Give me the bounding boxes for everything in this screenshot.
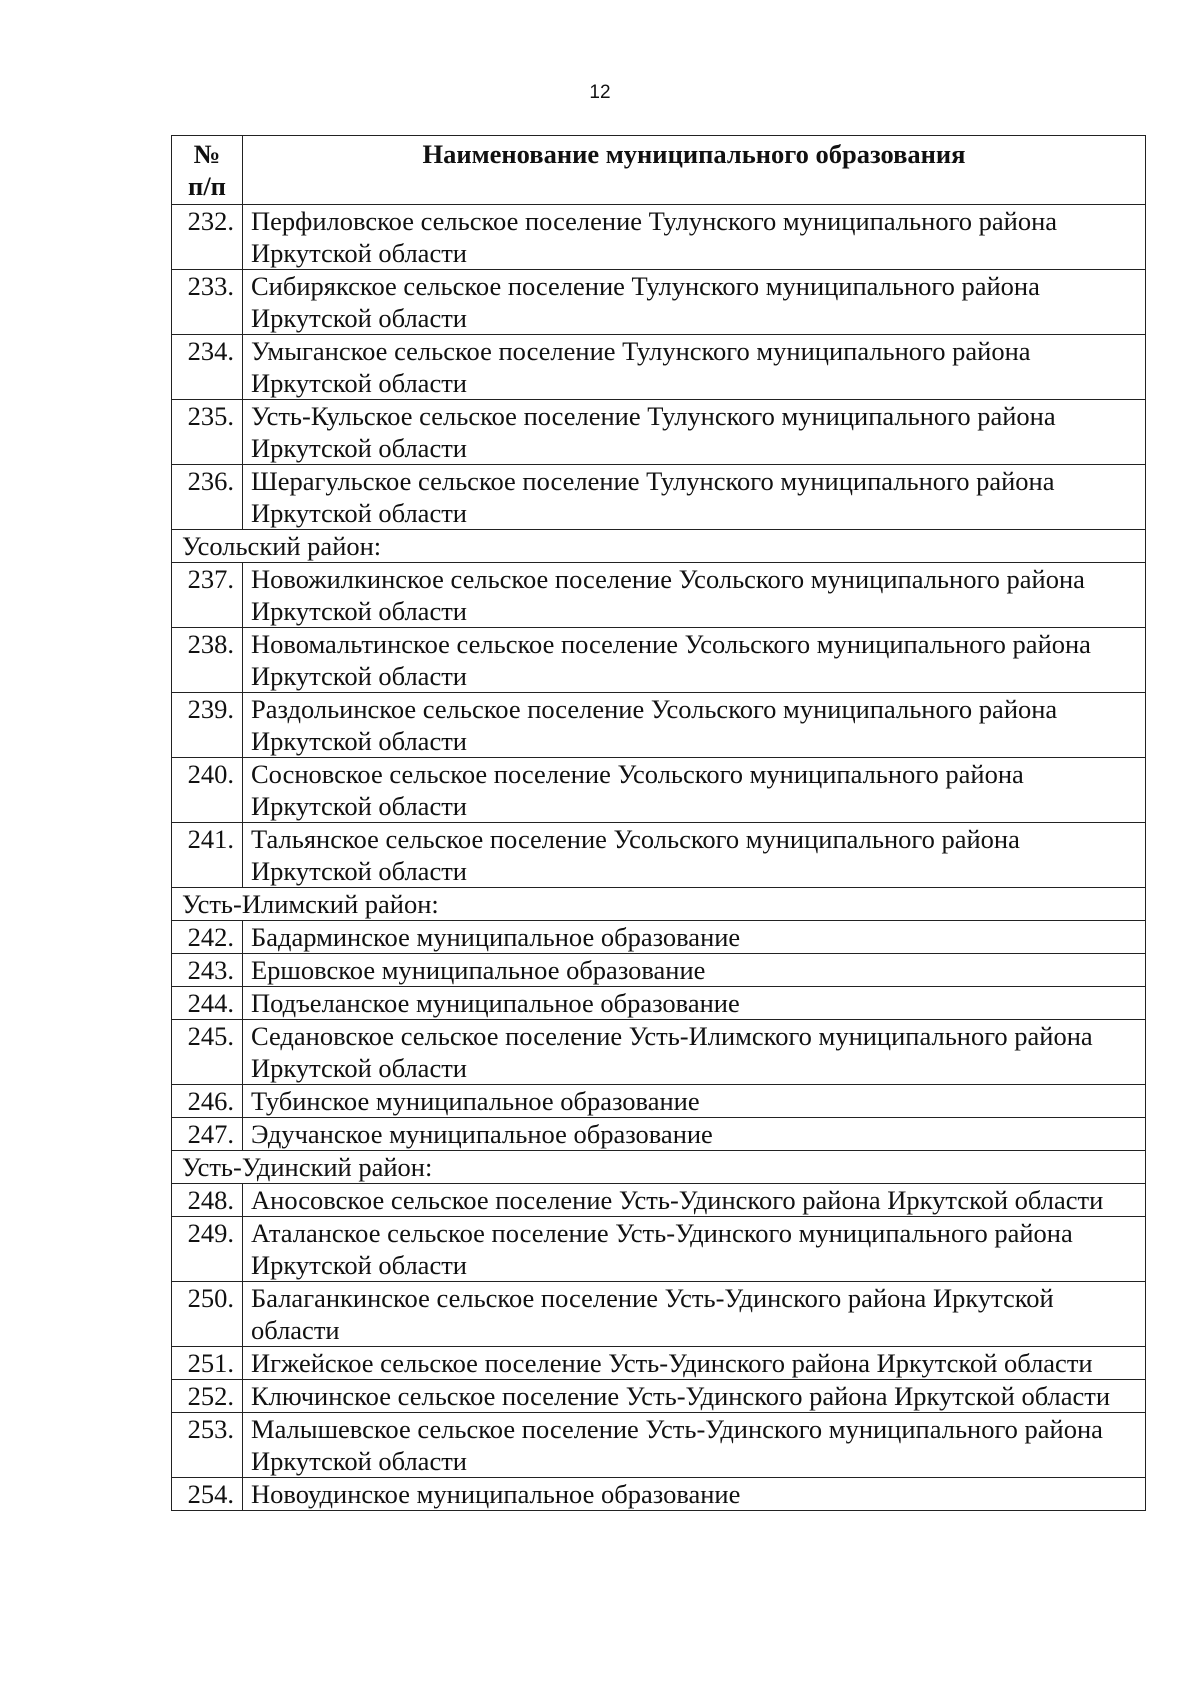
table-header (172, 136, 1146, 205)
table-row (172, 1085, 1146, 1118)
municipality-name: Малышевское сельское поселение Усть-Удинского муниципального района Иркутской области (243, 1413, 1146, 1478)
row-number: 250. (172, 1282, 243, 1347)
table-body (172, 205, 1146, 1511)
row-number: 241. (172, 823, 243, 888)
row-number: 240. (172, 758, 243, 823)
row-number: 236. (172, 465, 243, 530)
section-label: Усольский район: (172, 530, 1146, 563)
page-number: 12 (589, 82, 611, 103)
municipality-name: Ершовское муниципальное образование (243, 954, 1146, 987)
municipality-name: Тубинское муниципальное образование (243, 1085, 1146, 1118)
municipalities-table (171, 135, 1146, 1511)
row-number: 253. (172, 1413, 243, 1478)
table-row (172, 1118, 1146, 1151)
municipality-name: Усть-Кульское сельское поселение Тулунского муниципального района Иркутской области (243, 400, 1146, 465)
municipality-name: Аталанское сельское поселение Усть-Удинского муниципального района Иркутской области (243, 1217, 1146, 1282)
row-number: 235. (172, 400, 243, 465)
table-row (172, 1347, 1146, 1380)
table-row (172, 954, 1146, 987)
row-number: 249. (172, 1217, 243, 1282)
municipality-name: Тальянское сельское поселение Усольского муниципального района Иркутской области (243, 823, 1146, 888)
row-number: 251. (172, 1347, 243, 1380)
header-name-column: Наименование муниципального образования (243, 136, 1146, 205)
header-row (172, 136, 1146, 205)
table-row (172, 628, 1146, 693)
row-number: 244. (172, 987, 243, 1020)
table-row (172, 205, 1146, 270)
row-number: 248. (172, 1184, 243, 1217)
section-row (172, 1151, 1146, 1184)
municipality-name: Умыганское сельское поселение Тулунского муниципального района Иркутской области (243, 335, 1146, 400)
section-row (172, 888, 1146, 921)
row-number: 252. (172, 1380, 243, 1413)
table-row (172, 921, 1146, 954)
table-row (172, 270, 1146, 335)
row-number: 242. (172, 921, 243, 954)
municipality-name: Перфиловское сельское поселение Тулунского муниципального района Иркутской области (243, 205, 1146, 270)
municipality-name: Бадарминское муниципальное образование (243, 921, 1146, 954)
table-row (172, 400, 1146, 465)
header-number-column: № п/п (172, 136, 243, 205)
table-row (172, 987, 1146, 1020)
row-number: 246. (172, 1085, 243, 1118)
row-number: 238. (172, 628, 243, 693)
table-row (172, 335, 1146, 400)
municipality-name: Эдучанское муниципальное образование (243, 1118, 1146, 1151)
municipality-name: Аносовское сельское поселение Усть-Удинского района Иркутской области (243, 1184, 1146, 1217)
table-row (172, 1282, 1146, 1347)
row-number: 234. (172, 335, 243, 400)
table-row (172, 1020, 1146, 1085)
municipality-name: Шерагульское сельское поселение Тулунского муниципального района Иркутской области (243, 465, 1146, 530)
row-number: 237. (172, 563, 243, 628)
table-row (172, 1217, 1146, 1282)
municipality-name: Балаганкинское сельское поселение Усть-Удинского района Иркутской области (243, 1282, 1146, 1347)
row-number: 243. (172, 954, 243, 987)
row-number: 254. (172, 1478, 243, 1511)
section-row (172, 530, 1146, 563)
section-label: Усть-Илимский район: (172, 888, 1146, 921)
municipality-name: Сосновское сельское поселение Усольского муниципального района Иркутской области (243, 758, 1146, 823)
table-row (172, 1478, 1146, 1511)
table-row (172, 465, 1146, 530)
municipality-name: Новоудинское муниципальное образование (243, 1478, 1146, 1511)
table-row (172, 823, 1146, 888)
row-number: 232. (172, 205, 243, 270)
municipality-name: Новомальтинское сельское поселение Усольского муниципального района Иркутской области (243, 628, 1146, 693)
municipality-name: Новожилкинское сельское поселение Усольского муниципального района Иркутской области (243, 563, 1146, 628)
table-row (172, 693, 1146, 758)
table-row (172, 1413, 1146, 1478)
municipality-name: Ключинское сельское поселение Усть-Удинского района Иркутской области (243, 1380, 1146, 1413)
row-number: 247. (172, 1118, 243, 1151)
table-row (172, 758, 1146, 823)
municipality-name: Подъеланское муниципальное образование (243, 987, 1146, 1020)
row-number: 233. (172, 270, 243, 335)
table-row (172, 563, 1146, 628)
municipality-name: Раздольинское сельское поселение Усольского муниципального района Иркутской области (243, 693, 1146, 758)
section-label: Усть-Удинский район: (172, 1151, 1146, 1184)
row-number: 239. (172, 693, 243, 758)
municipality-name: Сибирякское сельское поселение Тулунского муниципального района Иркутской области (243, 270, 1146, 335)
row-number: 245. (172, 1020, 243, 1085)
table-row (172, 1380, 1146, 1413)
table-row (172, 1184, 1146, 1217)
municipality-name: Седановское сельское поселение Усть-Илимского муниципального района Иркутской области (243, 1020, 1146, 1085)
municipality-name: Игжейское сельское поселение Усть-Удинского района Иркутской области (243, 1347, 1146, 1380)
